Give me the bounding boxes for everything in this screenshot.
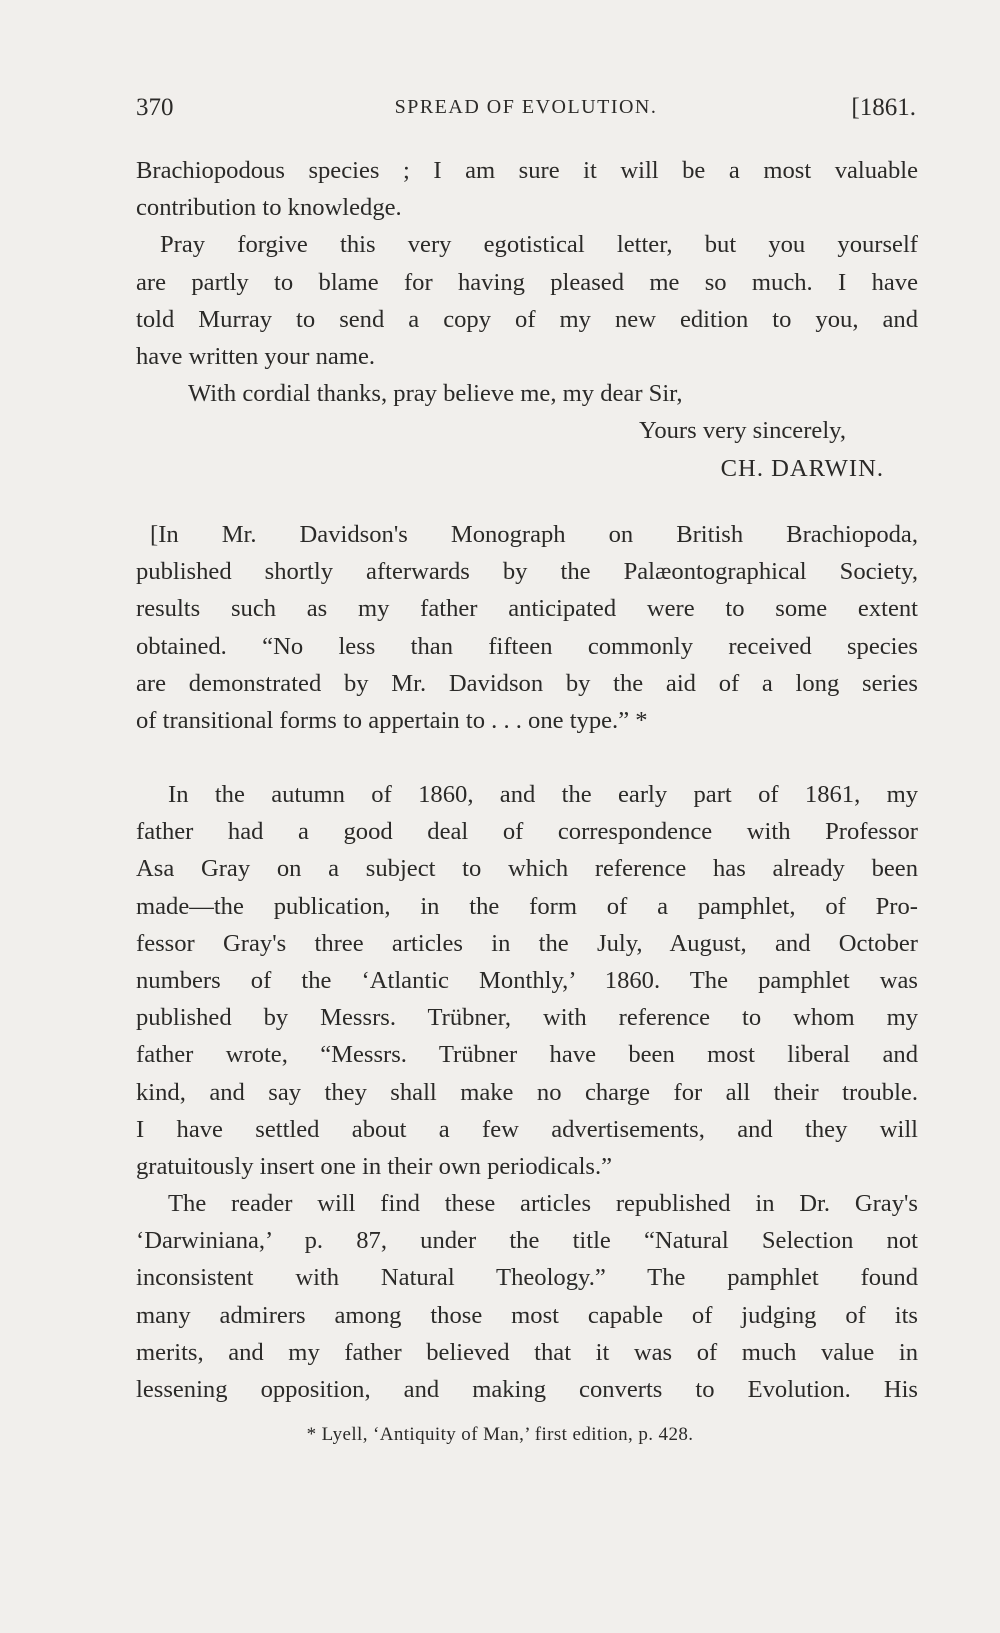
text-line: [In Mr. Davidson's Monograph on British Brachiopoda, [150,521,918,548]
text-line: I have settled about a few advertisements, and they will [136,1115,918,1143]
text-line: have written your name. [136,342,376,370]
text-line: published shortly afterwards by the Palæontographical Society, [136,558,918,586]
text-line: published by Messrs. Trübner, with reference to whom my [136,1004,918,1032]
text-line: With cordial thanks, pray believe me, my dear Sir, [188,380,683,408]
letter-signature: CH. DARWIN. [720,454,884,482]
text-line: father had a good deal of correspondence with Professor [136,818,918,846]
footnote: * Lyell, ‘Antiquity of Man,’ first edition, p. 428. [306,1424,694,1445]
letter-closing: Yours very sincerely, [639,417,846,445]
text-line: made—the publication, in the form of a pamphlet, of Pro- [136,892,918,920]
text-line: many admirers among those most capable of judging of its [136,1301,918,1329]
text-line: ‘Darwiniana,’ p. 87, under the title “Natural Selection not [136,1227,918,1255]
text-line: obtained. “No less than fifteen commonly received species [136,632,918,660]
text-line: The reader will find these articles republished in Dr. Gray's [168,1190,918,1218]
text-line: merits, and my father believed that it was of much value in [136,1338,918,1366]
text-line: In the autumn of 1860, and the early part of 1861, my [168,781,918,808]
running-header [136,94,916,130]
text-line: Brachiopodous species ; I am sure it will be a most valuable [136,157,918,184]
text-line: are demonstrated by Mr. Davidson by the aid of a long series [136,669,918,697]
text-line: results such as my father anticipated were to some extent [136,595,918,623]
text-line: father wrote, “Messrs. Trübner have been most liberal and [136,1041,918,1069]
gray-pamphlet-paragraph [136,776,918,1408]
text-line: fessor Gray's three articles in the July, August, and October [136,929,918,957]
text-line: Pray forgive this very egotistical letter, but you yourself [160,231,918,259]
text-line: inconsistent with Natural Theology.” The pamphlet found [136,1264,918,1292]
text-line: are partly to blame for having pleased me so much. I have [136,268,918,296]
header-year: [1861. [851,94,916,121]
letter-ending [136,152,918,487]
page-number: 370 [136,94,174,121]
text-line: numbers of the ‘Atlantic Monthly,’ 1860. The pamphlet was [136,966,918,994]
text-line: kind, and say they shall make no charge for all their trouble. [136,1078,918,1106]
text-line: lessening opposition, and making converts to Evolution. His [136,1376,918,1403]
running-title: SPREAD OF EVOLUTION. [394,96,658,118]
text-line: contribution to knowledge. [136,194,402,222]
text-line: Asa Gray on a subject to which reference has already been [136,855,918,883]
text-line: of transitional forms to appertain to . . . one type.” * [136,706,648,734]
text-line: gratuitously insert one in their own periodicals.” [136,1152,613,1180]
text-line: told Murray to send a copy of my new edition to you, and [136,305,918,333]
davidson-paragraph [136,516,918,739]
